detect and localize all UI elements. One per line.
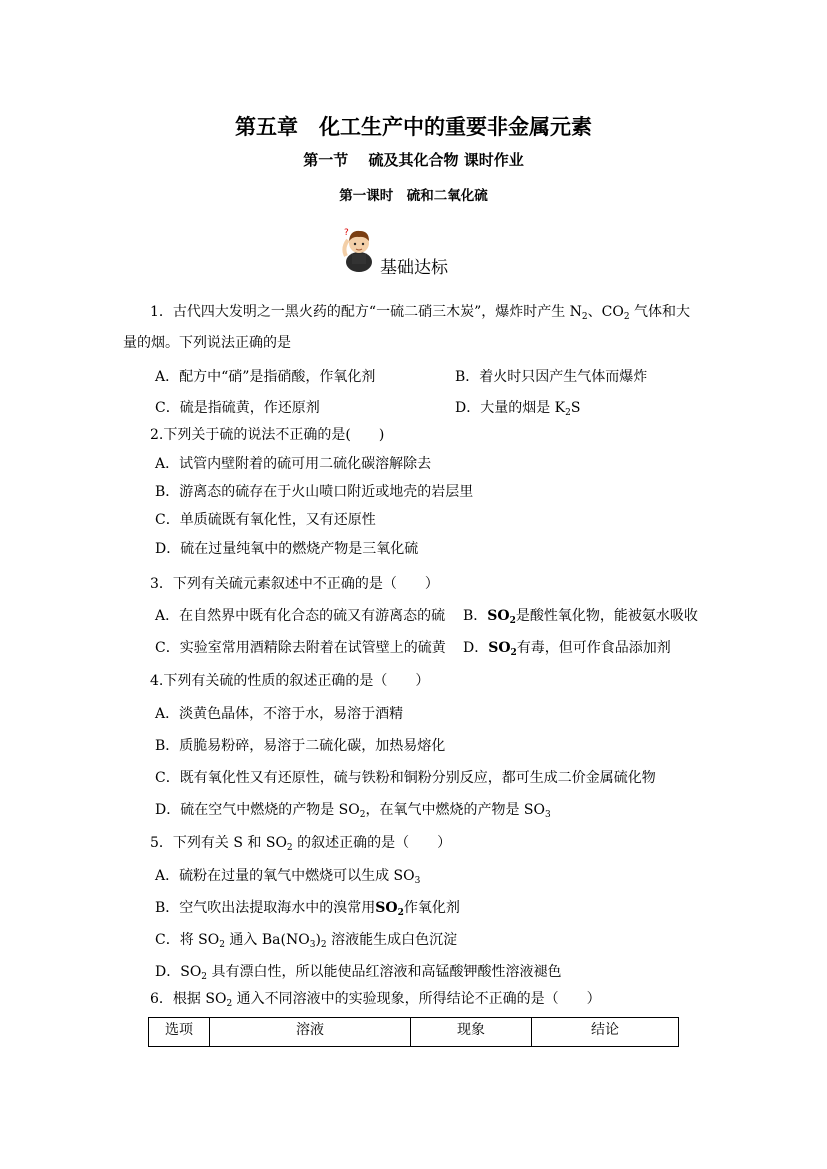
q3-option-a: A．在自然界中既有化合态的硫又有游离态的硫 <box>155 608 446 624</box>
q6-table <box>148 1017 679 1047</box>
q2-option-b: B．游离态的硫存在于火山喷口附近或地壳的岩层里 <box>155 484 474 500</box>
q1-option-c: C．硫是指硫黄，作还原剂 <box>155 400 320 416</box>
q2-option-d: D．硫在过量纯氧中的燃烧产物是三氧化硫 <box>155 541 419 557</box>
chapter-title: 第五章 化工生产中的重要非金属元素 <box>235 114 592 139</box>
table-header-solution: 溶液 <box>210 1018 411 1047</box>
q1-option-a: A．配方中“硝”是指硝酸，作氧化剂 <box>155 369 376 385</box>
q3-option-b: B．$SO_2$是酸性氧化物，能被氨水吸收 <box>463 608 698 626</box>
q6-stem: 6．根据 $SO_2$ 通入不同溶液中的实验现象，所得结论不正确的是（ ） <box>150 991 601 1009</box>
q1-option-b: B．着火时只因产生气体而爆炸 <box>455 369 648 385</box>
q5-stem: 5．下列有关 S 和 $SO_2$ 的叙述正确的是（ ） <box>150 835 452 853</box>
q3-option-c: C．实验室常用酒精除去附着在试管壁上的硫黄 <box>155 640 446 656</box>
q4-option-a: A．淡黄色晶体，不溶于水，易溶于酒精 <box>155 706 404 722</box>
q5-option-b: B．空气吹出法提取海水中的溴常用$SO_2$作氧化剂 <box>155 900 460 918</box>
svg-text:?: ? <box>344 228 349 238</box>
q4-stem: 4.下列有关硫的性质的叙述正确的是（ ） <box>150 673 430 689</box>
q2-option-a: A．试管内壁附着的硫可用二硫化碳溶解除去 <box>155 456 432 472</box>
basic-level-label: 基础达标 <box>380 258 448 278</box>
table-header-option: 选项 <box>149 1018 210 1047</box>
table-header-conclusion: 结论 <box>532 1018 679 1047</box>
section-title: 第一节 硫及其化合物 课时作业 <box>303 151 524 169</box>
table-header-phenomenon: 现象 <box>411 1018 532 1047</box>
lesson-title: 第一课时 硫和二氧化硫 <box>339 188 488 204</box>
q5-option-c: C．将 $SO_2$ 通入 $Ba(NO_3)_2$ 溶液能生成白色沉淀 <box>155 932 458 950</box>
q5-option-d: D．$SO_2$ 具有漂白性，所以能使品红溶液和高锰酸钾酸性溶液褪色 <box>155 964 562 982</box>
q3-stem: 3．下列有关硫元素叙述中不正确的是（ ） <box>150 576 439 592</box>
q5-option-a: A．硫粉在过量的氧气中燃烧可以生成 $SO_3$ <box>155 868 421 886</box>
q2-stem: 2.下列关于硫的说法不正确的是( ) <box>150 427 385 443</box>
q1-stem-continued: 量的烟。下列说法正确的是 <box>123 335 291 351</box>
table-header-row <box>149 1018 679 1047</box>
q1-stem: 1．古代四大发明之一黑火药的配方“一硫二硝三木炭”，爆炸时产生 $N_2$、$CO_2$ 气体和大 <box>150 304 691 322</box>
q3-option-d: D．$SO_2$有毒，但可作食品添加剂 <box>463 640 671 658</box>
q2-option-c: C．单质硫既有氧化性，又有还原性 <box>155 512 376 528</box>
q4-option-c: C．既有氧化性又有还原性，硫与铁粉和铜粉分别反应，都可生成二价金属硫化物 <box>155 770 656 786</box>
q4-option-b: B．质脆易粉碎，易溶于二硫化碳，加热易熔化 <box>155 738 446 754</box>
thinking-boy-icon <box>338 226 382 272</box>
q1-option-d: D．大量的烟是 $K_2S$ <box>455 400 581 418</box>
q4-option-d: D．硫在空气中燃烧的产物是 $SO_2$，在氧气中燃烧的产物是 $SO_3$ <box>155 802 551 820</box>
